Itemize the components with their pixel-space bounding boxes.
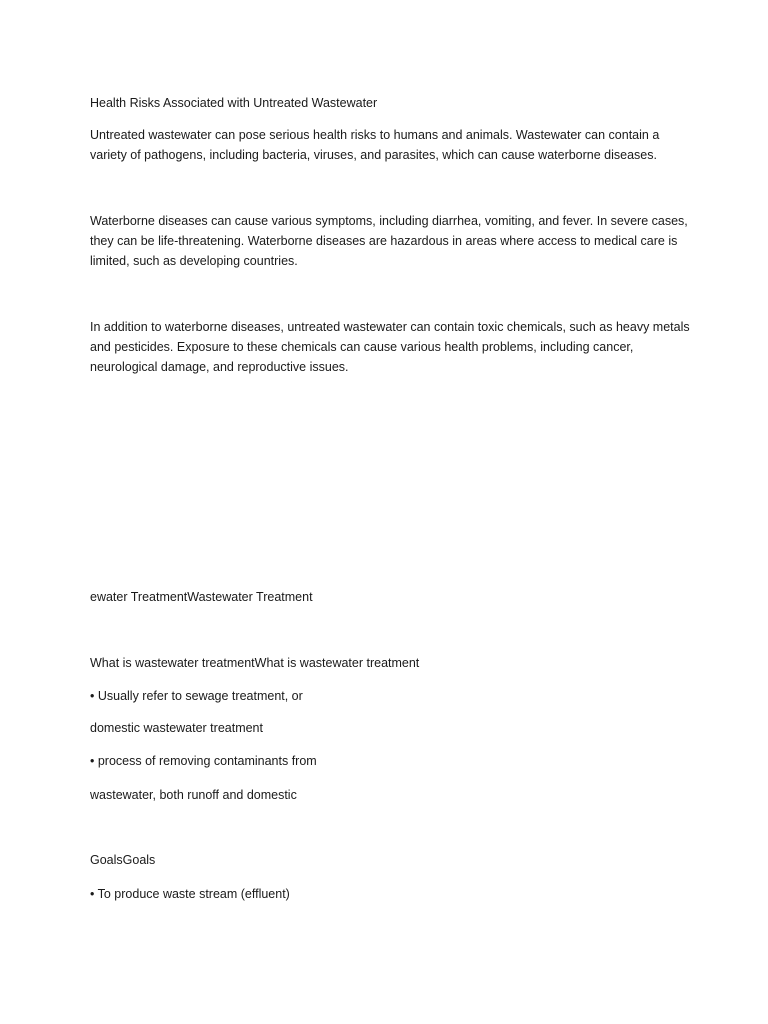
section-heading: ewater TreatmentWastewater Treatment: [90, 590, 313, 604]
bullet-effluent: • To produce waste stream (effluent): [90, 887, 290, 901]
bullet-removing-contaminants: • process of removing contaminants from: [90, 754, 317, 768]
goals-heading: GoalsGoals: [90, 853, 156, 867]
line-domestic-treatment: domestic wastewater treatment: [90, 721, 263, 735]
bullet-sewage-treatment: • Usually refer to sewage treatment, or: [90, 689, 303, 703]
paragraph-chemicals: In addition to waterborne diseases, untreated wastewater can contain toxic chemicals, such as heavy metals and pesticides. Exposure to these chemicals can cause various health problems, including cancer, neurological damage, and reproductive issues.: [90, 320, 690, 374]
line-runoff-domestic: wastewater, both runoff and domestic: [90, 788, 297, 802]
paragraph-pathogens: Untreated wastewater can pose serious health risks to humans and animals. Wastewater can contain a variety of pathogens, including bacteria, viruses, and parasites, which can cause waterborne diseases.: [90, 128, 660, 162]
document-title: Health Risks Associated with Untreated Wastewater: [90, 96, 378, 110]
line-what-is-treatment: What is wastewater treatmentWhat is wastewater treatment: [90, 656, 420, 670]
paragraph-symptoms: Waterborne diseases can cause various symptoms, including diarrhea, vomiting, and fever. In severe cases, they can be life-threatening. Waterborne diseases are hazardous in areas where access to medical care is limited, such as developing countries.: [90, 214, 688, 268]
